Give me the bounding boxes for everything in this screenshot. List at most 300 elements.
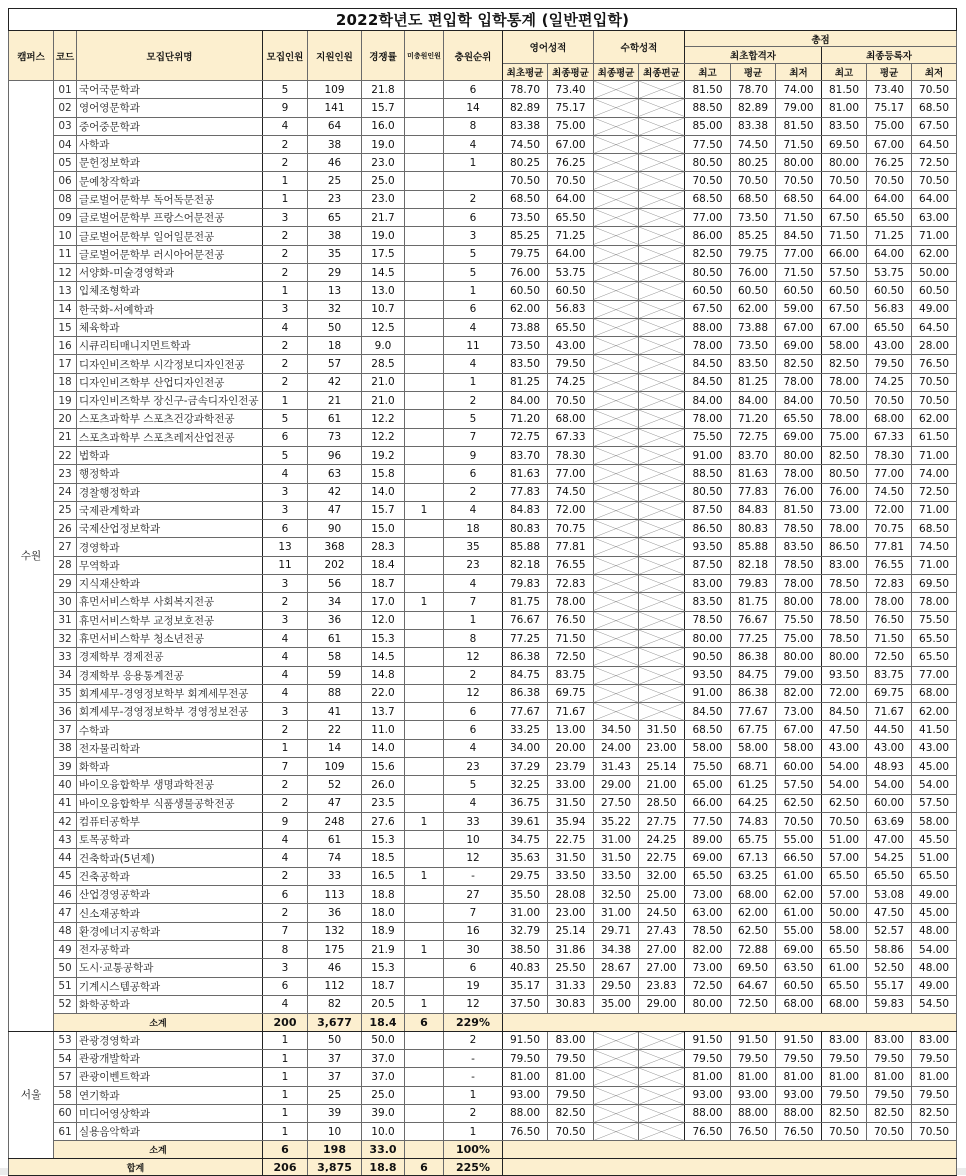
table-row <box>9 300 957 318</box>
unit-name: 글로벌어문학부 일어일문전공 <box>77 227 263 245</box>
unit-name: 글로벌어문학부 독어독문전공 <box>77 190 263 208</box>
waitlist-rank: 2 <box>444 190 503 208</box>
applicants: 35 <box>308 245 362 263</box>
unit-code: 48 <box>54 922 77 940</box>
cross-out-icon <box>639 154 684 171</box>
eng-final-avg: 74.25 <box>548 373 594 391</box>
final-reg-avg: 47.50 <box>867 904 912 922</box>
math-final-avg-2-na <box>639 465 685 483</box>
unit-code: 12 <box>54 263 77 281</box>
first-pass-avg: 71.20 <box>731 410 776 428</box>
competition-ratio: 25.0 <box>362 172 405 190</box>
table-row <box>9 611 957 629</box>
table-row <box>9 428 957 446</box>
math-final-avg-2-na <box>639 410 685 428</box>
final-reg-lo: 72.50 <box>912 154 957 172</box>
unit-code: 04 <box>54 135 77 153</box>
competition-ratio: 28.3 <box>362 538 405 556</box>
math-final-avg: 31.00 <box>594 831 639 849</box>
unit-name: 산업경영공학과 <box>77 886 263 904</box>
first-pass-avg: 69.50 <box>731 959 776 977</box>
unit-name: 국제관계학과 <box>77 501 263 519</box>
final-reg-hi: 54.00 <box>822 757 867 775</box>
cross-out-icon <box>594 593 638 610</box>
unfilled-count <box>405 886 444 904</box>
first-pass-avg: 73.88 <box>731 318 776 336</box>
table-row <box>9 922 957 940</box>
first-pass-avg: 73.50 <box>731 209 776 227</box>
unit-code: 05 <box>54 154 77 172</box>
cross-out-icon <box>639 374 684 391</box>
cross-out-icon <box>594 209 638 226</box>
final-reg-lo: 68.50 <box>912 520 957 538</box>
unit-code: 02 <box>54 99 77 117</box>
table-row <box>9 1086 957 1104</box>
table-row <box>9 849 957 867</box>
final-reg-lo: 63.00 <box>912 209 957 227</box>
first-pass-hi: 72.50 <box>685 977 731 995</box>
unit-name: 휴먼서비스학부 교정보호전공 <box>77 611 263 629</box>
cross-out-icon <box>594 1087 638 1104</box>
table-row <box>9 757 957 775</box>
math-final-avg-2-na <box>639 337 685 355</box>
eng-first-avg: 31.00 <box>503 904 548 922</box>
table-row <box>9 776 957 794</box>
table-row <box>9 1031 957 1049</box>
final-reg-hi: 61.00 <box>822 959 867 977</box>
unfilled-count <box>405 703 444 721</box>
first-pass-lo: 81.00 <box>776 1068 822 1086</box>
waitlist-rank: 6 <box>444 703 503 721</box>
first-pass-avg: 84.83 <box>731 501 776 519</box>
table-row <box>9 1104 957 1122</box>
final-reg-avg: 55.17 <box>867 977 912 995</box>
waitlist-rank: 2 <box>444 666 503 684</box>
cross-out-icon <box>639 319 684 336</box>
final-reg-avg: 63.69 <box>867 812 912 830</box>
eng-final-avg: 71.50 <box>548 629 594 647</box>
table-row <box>9 135 957 153</box>
final-reg-hi: 76.00 <box>822 483 867 501</box>
first-pass-avg: 83.50 <box>731 355 776 373</box>
unit-name: 환경에너지공학과 <box>77 922 263 940</box>
final-reg-avg: 59.83 <box>867 995 912 1013</box>
final-reg-avg: 78.30 <box>867 446 912 464</box>
math-final-avg-na <box>594 154 639 172</box>
math-final-avg: 29.50 <box>594 977 639 995</box>
applicants: 14 <box>308 739 362 757</box>
cross-out-icon <box>639 172 684 189</box>
unit-code: 38 <box>54 739 77 757</box>
first-pass-hi: 69.00 <box>685 849 731 867</box>
cross-out-icon <box>594 282 638 299</box>
unit-code: 18 <box>54 373 77 391</box>
math-final-avg-2: 27.75 <box>639 812 685 830</box>
eng-final-avg: 25.14 <box>548 922 594 940</box>
final-reg-hi: 65.50 <box>822 867 867 885</box>
math-final-avg-2-na <box>639 245 685 263</box>
final-reg-hi: 62.50 <box>822 794 867 812</box>
subtotal-waitlist: 229% <box>444 1014 503 1032</box>
table-row <box>9 1123 957 1141</box>
unfilled-count <box>405 556 444 574</box>
first-pass-avg: 88.00 <box>731 1104 776 1122</box>
math-final-avg-2-na <box>639 227 685 245</box>
applicants: 38 <box>308 227 362 245</box>
final-reg-avg: 58.86 <box>867 940 912 958</box>
waitlist-rank: 8 <box>444 117 503 135</box>
first-pass-lo: 75.00 <box>776 629 822 647</box>
unfilled-count <box>405 538 444 556</box>
applicants: 47 <box>308 794 362 812</box>
unit-name: 신소재공학과 <box>77 904 263 922</box>
math-final-avg: 24.00 <box>594 739 639 757</box>
cross-out-icon <box>639 81 684 98</box>
first-pass-lo: 83.50 <box>776 538 822 556</box>
first-pass-lo: 60.50 <box>776 977 822 995</box>
math-final-avg-na <box>594 190 639 208</box>
waitlist-rank: 12 <box>444 995 503 1013</box>
unit-name: 전자공학과 <box>77 940 263 958</box>
competition-ratio: 21.0 <box>362 392 405 410</box>
grand-total-unfilled: 6 <box>405 1158 444 1176</box>
eng-final-avg: 64.00 <box>548 190 594 208</box>
first-pass-avg: 62.00 <box>731 300 776 318</box>
unfilled-count <box>405 849 444 867</box>
waitlist-rank: 2 <box>444 1104 503 1122</box>
quota: 2 <box>263 245 308 263</box>
applicants: 18 <box>308 337 362 355</box>
first-pass-avg: 91.50 <box>731 1031 776 1049</box>
first-pass-hi: 65.50 <box>685 867 731 885</box>
quota: 2 <box>263 154 308 172</box>
quota: 4 <box>263 666 308 684</box>
waitlist-rank: 4 <box>444 575 503 593</box>
table-row <box>9 227 957 245</box>
unfilled-count <box>405 227 444 245</box>
math-final-avg-2-na <box>639 300 685 318</box>
first-pass-hi: 89.00 <box>685 831 731 849</box>
cross-out-icon <box>639 1087 684 1104</box>
math-final-avg-na <box>594 99 639 117</box>
eng-first-avg: 33.25 <box>503 721 548 739</box>
unit-code: 11 <box>54 245 77 263</box>
header-unit-name: 모집단위명 <box>77 31 263 81</box>
cross-out-icon <box>639 575 684 592</box>
eng-first-avg: 39.61 <box>503 812 548 830</box>
final-reg-avg: 53.08 <box>867 886 912 904</box>
final-reg-hi: 70.50 <box>822 172 867 190</box>
final-reg-avg: 81.00 <box>867 1068 912 1086</box>
first-pass-hi: 77.50 <box>685 812 731 830</box>
first-pass-hi: 78.00 <box>685 410 731 428</box>
applicants: 42 <box>308 373 362 391</box>
unfilled-count <box>405 209 444 227</box>
quota: 4 <box>263 831 308 849</box>
unfilled-count <box>405 794 444 812</box>
final-reg-hi: 58.00 <box>822 337 867 355</box>
waitlist-rank: 1 <box>444 1086 503 1104</box>
applicants: 175 <box>308 940 362 958</box>
final-reg-hi: 47.50 <box>822 721 867 739</box>
eng-first-avg: 35.17 <box>503 977 548 995</box>
unit-name: 관광이벤트학과 <box>77 1068 263 1086</box>
first-pass-avg: 84.00 <box>731 392 776 410</box>
waitlist-rank: 1 <box>444 282 503 300</box>
table-row <box>9 520 957 538</box>
cross-out-icon <box>639 1032 684 1049</box>
final-reg-hi: 64.00 <box>822 190 867 208</box>
header-waitlist-rank: 충원순위 <box>444 31 503 81</box>
first-pass-hi: 70.50 <box>685 172 731 190</box>
eng-final-avg: 43.00 <box>548 337 594 355</box>
eng-final-avg: 70.50 <box>548 172 594 190</box>
applicants: 36 <box>308 904 362 922</box>
waitlist-rank: 27 <box>444 886 503 904</box>
final-reg-lo: 75.50 <box>912 611 957 629</box>
competition-ratio: 9.0 <box>362 337 405 355</box>
competition-ratio: 13.0 <box>362 282 405 300</box>
final-reg-avg: 60.50 <box>867 282 912 300</box>
eng-final-avg: 79.50 <box>548 1049 594 1067</box>
unit-name: 연기학과 <box>77 1086 263 1104</box>
eng-first-avg: 91.50 <box>503 1031 548 1049</box>
final-reg-lo: 45.00 <box>912 757 957 775</box>
quota: 4 <box>263 995 308 1013</box>
applicants: 132 <box>308 922 362 940</box>
quota: 1 <box>263 1086 308 1104</box>
math-final-avg-2: 31.50 <box>639 721 685 739</box>
final-reg-lo: 83.00 <box>912 1031 957 1049</box>
waitlist-rank: 2 <box>444 483 503 501</box>
math-final-avg-2-na <box>639 501 685 519</box>
final-reg-lo: 49.00 <box>912 886 957 904</box>
math-final-avg-2-na <box>639 282 685 300</box>
cross-out-icon <box>594 703 638 720</box>
waitlist-rank: 12 <box>444 684 503 702</box>
first-pass-hi: 86.50 <box>685 520 731 538</box>
first-pass-lo: 91.50 <box>776 1031 822 1049</box>
competition-ratio: 15.3 <box>362 831 405 849</box>
eng-final-avg: 72.00 <box>548 501 594 519</box>
unfilled-count <box>405 81 444 99</box>
unit-code: 49 <box>54 940 77 958</box>
table-row <box>9 410 957 428</box>
first-pass-hi: 93.50 <box>685 666 731 684</box>
final-reg-lo: 62.00 <box>912 410 957 428</box>
unit-name: 디자인비즈학부 장신구-금속디자인전공 <box>77 392 263 410</box>
competition-ratio: 12.0 <box>362 611 405 629</box>
unfilled-count <box>405 410 444 428</box>
math-final-avg-2-na <box>639 318 685 336</box>
eng-final-avg: 69.75 <box>548 684 594 702</box>
unit-name: 글로벌어문학부 프랑스어문전공 <box>77 209 263 227</box>
cross-out-icon <box>639 264 684 281</box>
competition-ratio: 10.7 <box>362 300 405 318</box>
final-reg-avg: 70.50 <box>867 1123 912 1141</box>
eng-final-avg: 33.00 <box>548 776 594 794</box>
first-pass-hi: 93.00 <box>685 1086 731 1104</box>
eng-final-avg: 31.86 <box>548 940 594 958</box>
final-reg-hi: 57.00 <box>822 849 867 867</box>
first-pass-avg: 86.38 <box>731 648 776 666</box>
subtotal-filler <box>503 1141 957 1159</box>
waitlist-rank: 5 <box>444 263 503 281</box>
quota: 4 <box>263 684 308 702</box>
applicants: 74 <box>308 849 362 867</box>
final-reg-avg: 64.00 <box>867 245 912 263</box>
applicants: 13 <box>308 282 362 300</box>
unit-name: 경제학부 경제전공 <box>77 648 263 666</box>
final-reg-avg: 79.50 <box>867 1086 912 1104</box>
waitlist-rank: 1 <box>444 611 503 629</box>
competition-ratio: 21.7 <box>362 209 405 227</box>
table-row <box>9 209 957 227</box>
first-pass-hi: 87.50 <box>685 556 731 574</box>
unit-code: 40 <box>54 776 77 794</box>
header-quota: 모집인원 <box>263 31 308 81</box>
cross-out-icon <box>639 667 684 684</box>
applicants: 36 <box>308 611 362 629</box>
first-pass-avg: 67.13 <box>731 849 776 867</box>
math-final-avg-na <box>594 483 639 501</box>
first-pass-hi: 87.50 <box>685 501 731 519</box>
final-reg-avg: 43.00 <box>867 739 912 757</box>
eng-final-avg: 67.00 <box>548 135 594 153</box>
math-final-avg-2-na <box>639 648 685 666</box>
final-reg-avg: 65.50 <box>867 318 912 336</box>
final-reg-lo: 64.00 <box>912 190 957 208</box>
waitlist-rank: 1 <box>444 1123 503 1141</box>
waitlist-rank: - <box>444 1049 503 1067</box>
eng-final-avg: 70.50 <box>548 1123 594 1141</box>
final-reg-lo: 68.50 <box>912 99 957 117</box>
math-final-avg-na <box>594 410 639 428</box>
unit-code: 25 <box>54 501 77 519</box>
math-final-avg-na <box>594 117 639 135</box>
header-eng-first-avg: 최초평균 <box>503 64 548 81</box>
unit-name: 디자인비즈학부 시각정보디자인전공 <box>77 355 263 373</box>
first-pass-hi: 58.00 <box>685 739 731 757</box>
final-reg-avg: 74.50 <box>867 483 912 501</box>
final-reg-lo: 68.00 <box>912 684 957 702</box>
quota: 2 <box>263 904 308 922</box>
table-row <box>9 959 957 977</box>
table-row <box>9 318 957 336</box>
quota: 2 <box>263 227 308 245</box>
first-pass-lo: 59.00 <box>776 300 822 318</box>
unit-code: 15 <box>54 318 77 336</box>
unfilled-count <box>405 300 444 318</box>
eng-first-avg: 73.50 <box>503 209 548 227</box>
math-final-avg-2-na <box>639 593 685 611</box>
eng-final-avg: 23.79 <box>548 757 594 775</box>
competition-ratio: 21.0 <box>362 373 405 391</box>
final-reg-hi: 78.00 <box>822 520 867 538</box>
unit-code: 27 <box>54 538 77 556</box>
quota: 2 <box>263 867 308 885</box>
quota: 1 <box>263 739 308 757</box>
unfilled-count <box>405 355 444 373</box>
competition-ratio: 15.7 <box>362 99 405 117</box>
unfilled-count <box>405 922 444 940</box>
final-reg-avg: 67.00 <box>867 135 912 153</box>
eng-first-avg: 36.75 <box>503 794 548 812</box>
eng-final-avg: 56.83 <box>548 300 594 318</box>
quota: 2 <box>263 721 308 739</box>
math-final-avg-2-na <box>639 446 685 464</box>
waitlist-rank: 16 <box>444 922 503 940</box>
math-final-avg: 34.38 <box>594 940 639 958</box>
competition-ratio: 12.5 <box>362 318 405 336</box>
cross-out-icon <box>639 538 684 555</box>
quota: 3 <box>263 483 308 501</box>
competition-ratio: 18.7 <box>362 977 405 995</box>
eng-final-avg: 25.50 <box>548 959 594 977</box>
eng-first-avg: 32.25 <box>503 776 548 794</box>
final-reg-hi: 67.00 <box>822 318 867 336</box>
first-pass-avg: 77.67 <box>731 703 776 721</box>
final-reg-hi: 78.00 <box>822 593 867 611</box>
applicants: 39 <box>308 1104 362 1122</box>
eng-first-avg: 72.75 <box>503 428 548 446</box>
math-final-avg-2-na <box>639 703 685 721</box>
first-pass-hi: 86.00 <box>685 227 731 245</box>
math-final-avg-2-na <box>639 611 685 629</box>
unit-name: 행정학과 <box>77 465 263 483</box>
math-final-avg-2-na <box>639 81 685 99</box>
first-pass-avg: 82.18 <box>731 556 776 574</box>
unfilled-count <box>405 520 444 538</box>
eng-final-avg: 72.83 <box>548 575 594 593</box>
unfilled-count <box>405 1031 444 1049</box>
unit-code: 35 <box>54 684 77 702</box>
applicants: 141 <box>308 99 362 117</box>
eng-final-avg: 73.40 <box>548 81 594 99</box>
math-final-avg-2-na <box>639 684 685 702</box>
unit-name: 디자인비즈학부 산업디자인전공 <box>77 373 263 391</box>
table-row <box>9 538 957 556</box>
competition-ratio: 28.5 <box>362 355 405 373</box>
unit-name: 영어영문학과 <box>77 99 263 117</box>
first-pass-avg: 63.25 <box>731 867 776 885</box>
first-pass-lo: 82.50 <box>776 355 822 373</box>
eng-first-avg: 80.83 <box>503 520 548 538</box>
final-reg-lo: 71.00 <box>912 556 957 574</box>
competition-ratio: 15.7 <box>362 501 405 519</box>
math-final-avg: 32.50 <box>594 886 639 904</box>
table-row <box>9 684 957 702</box>
competition-ratio: 19.0 <box>362 135 405 153</box>
math-final-avg-na <box>594 428 639 446</box>
final-reg-avg: 43.00 <box>867 337 912 355</box>
unit-name: 토목공학과 <box>77 831 263 849</box>
quota: 2 <box>263 135 308 153</box>
first-pass-hi: 90.50 <box>685 648 731 666</box>
cross-out-icon <box>639 557 684 574</box>
first-pass-avg: 76.50 <box>731 1123 776 1141</box>
unfilled-count: 1 <box>405 867 444 885</box>
first-pass-avg: 86.38 <box>731 684 776 702</box>
quota: 8 <box>263 940 308 958</box>
first-pass-lo: 73.00 <box>776 703 822 721</box>
quota: 1 <box>263 1068 308 1086</box>
waitlist-rank: 4 <box>444 318 503 336</box>
final-reg-avg: 53.75 <box>867 263 912 281</box>
unfilled-count <box>405 1049 444 1067</box>
eng-final-avg: 77.00 <box>548 465 594 483</box>
math-final-avg-na <box>594 629 639 647</box>
